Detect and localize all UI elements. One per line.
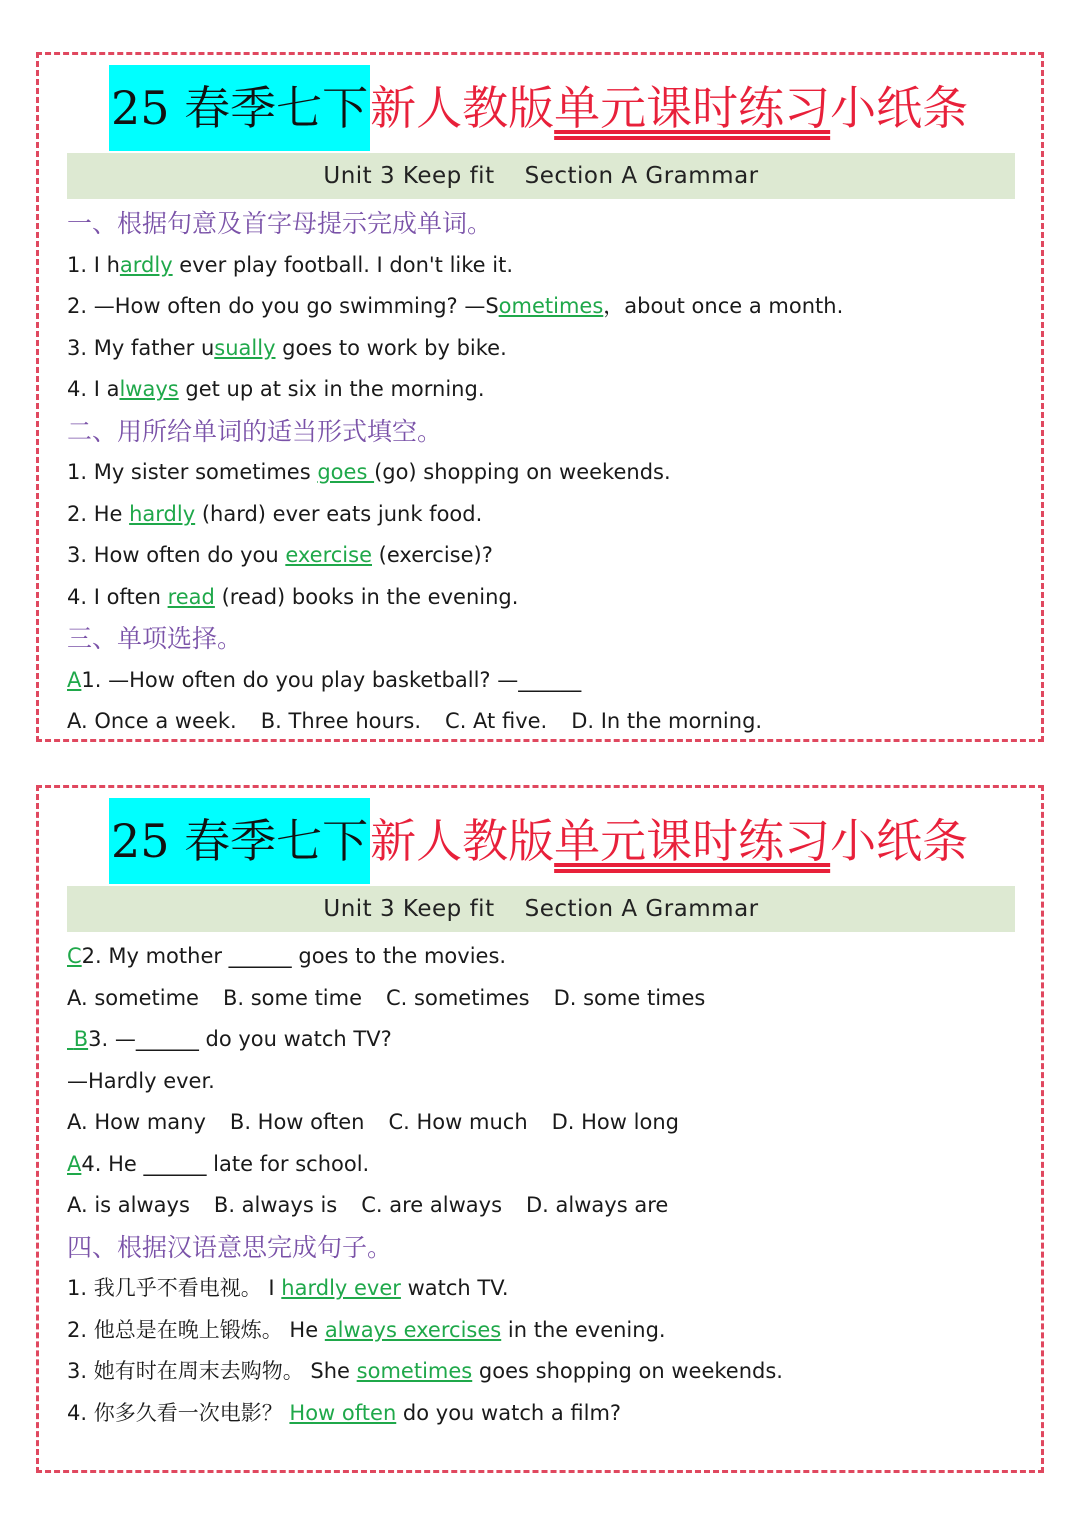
- item-text: 3. How often do you: [67, 543, 286, 567]
- question-1-options: [67, 701, 1021, 743]
- title-highlight: 25 春季七下: [109, 798, 370, 884]
- item-text: do you watch a film?: [396, 1400, 622, 1425]
- item-number: 4.: [67, 1400, 88, 1425]
- answer: hardly: [129, 501, 196, 526]
- question-2-options: [67, 978, 1021, 1020]
- worksheet-card-1: [36, 52, 1044, 742]
- item-number: 1.: [67, 1276, 88, 1300]
- part4-item: [67, 1393, 1021, 1435]
- item-text: 1. My sister sometimes: [67, 460, 318, 484]
- answer: hardly ever: [281, 1276, 401, 1300]
- card2-body: [67, 936, 1021, 1434]
- worksheet-card-2: [36, 785, 1044, 1473]
- part2-item: [67, 452, 1021, 494]
- part2-heading: 二、用所给单词的适当形式填空。: [67, 416, 443, 446]
- title-red-text: [370, 798, 968, 884]
- part4-item: [67, 1268, 1021, 1310]
- option-b: B. Three hours.: [260, 709, 422, 733]
- option-c: C. sometimes: [386, 985, 530, 1010]
- part2-item: [67, 494, 1021, 536]
- option-a: A. sometime: [67, 985, 199, 1010]
- option-d: D. some times: [553, 985, 706, 1010]
- chinese-prompt: 她有时在周末去购物。: [93, 1359, 304, 1383]
- item-text: 1. I h: [67, 252, 120, 277]
- question-2: [67, 936, 1021, 978]
- item-text: (read) books in the evening.: [214, 584, 519, 609]
- option-d: D. In the morning.: [571, 709, 763, 733]
- title-red-plain: 新人教版: [370, 814, 555, 868]
- unit-bar: [67, 153, 1015, 199]
- item-text: He: [289, 1317, 325, 1342]
- option-d: D. always are: [526, 1193, 669, 1217]
- answer: How often: [289, 1400, 397, 1425]
- worksheet-title: [109, 798, 968, 884]
- option-b: B. always is: [213, 1193, 338, 1217]
- item-text: goes to work by bike.: [275, 335, 507, 360]
- item-text: ever play football. I don't like it.: [172, 252, 514, 277]
- title-highlight: 25 春季七下: [109, 65, 370, 151]
- answer: ardly: [119, 252, 173, 277]
- answer: sually: [214, 335, 276, 360]
- part4-item: [67, 1351, 1021, 1393]
- question-4: [67, 1144, 1021, 1186]
- option-c: C. How much: [388, 1110, 528, 1134]
- title-red-underlined: 单元课时练习: [554, 814, 831, 868]
- card1-body: [67, 203, 1021, 743]
- question-text: 4. He ______ late for school.: [81, 1151, 370, 1176]
- question-3-options: [67, 1102, 1021, 1144]
- question-4-options: [67, 1185, 1021, 1227]
- answer: read: [167, 584, 215, 609]
- item-text: goes shopping on weekends.: [472, 1359, 783, 1383]
- answer: [67, 1027, 88, 1051]
- part1-item: [67, 369, 1021, 411]
- answer-letter: B: [73, 1027, 89, 1051]
- answer: A: [67, 667, 82, 692]
- unit-bar: [67, 886, 1015, 932]
- answer: goes: [317, 460, 375, 484]
- option-d: D. How long: [551, 1110, 679, 1134]
- part2-item: [67, 535, 1021, 577]
- item-number: 2.: [67, 1317, 88, 1342]
- item-text: I: [268, 1276, 282, 1300]
- chinese-prompt: 你多久看一次电影？: [93, 1400, 283, 1425]
- option-a: A. Once a week.: [67, 709, 237, 733]
- question-text: 2. My mother ______ goes to the movies.: [81, 944, 507, 968]
- unit-label: Unit 3 Keep fit: [323, 163, 495, 189]
- item-text: 2. —How often do you go swimming? —S: [67, 294, 499, 318]
- chinese-prompt: 我几乎不看电视。: [93, 1276, 262, 1300]
- option-b: B. some time: [222, 985, 363, 1010]
- part2-item: [67, 577, 1021, 619]
- part1-item: [67, 245, 1021, 287]
- item-text: in the evening.: [501, 1317, 666, 1342]
- option-a: A. is always: [67, 1193, 190, 1217]
- title-red-end: 小纸条: [830, 814, 969, 868]
- question-3: [67, 1019, 1021, 1061]
- item-text: (hard) ever eats junk food.: [195, 501, 483, 526]
- option-c: C. are always: [361, 1193, 503, 1217]
- part4-heading: 四、根据汉语意思完成句子。: [67, 1232, 393, 1262]
- unit-label: Unit 3 Keep fit: [323, 896, 495, 922]
- question-text: 1. —How often do you play basketball? —______: [81, 667, 582, 692]
- part4-item: [67, 1310, 1021, 1352]
- part1-item: [67, 328, 1021, 370]
- part3-heading: 三、单项选择。: [67, 624, 243, 653]
- section-label: Section A Grammar: [524, 896, 759, 922]
- answer: C: [67, 944, 82, 968]
- question-text: 3. —______ do you watch TV?: [88, 1027, 392, 1051]
- item-text: She: [310, 1359, 357, 1383]
- option-a: A. How many: [67, 1110, 206, 1134]
- item-text: watch TV.: [400, 1276, 509, 1300]
- title-red-plain: 新人教版: [370, 81, 555, 135]
- item-text: 2. He: [67, 501, 130, 526]
- item-text: (go) shopping on weekends.: [374, 460, 671, 484]
- item-text: (exercise)?: [372, 543, 493, 567]
- title-red-underlined: 单元课时练习: [554, 81, 831, 135]
- question-3-reply: —Hardly ever.: [67, 1068, 215, 1093]
- title-red-text: [370, 65, 968, 151]
- worksheet-title: [109, 65, 968, 151]
- question-1: [67, 660, 1021, 702]
- option-b: B. How often: [229, 1110, 365, 1134]
- item-text: get up at six in the morning.: [178, 377, 485, 401]
- item-text: ，about once a month.: [603, 294, 844, 318]
- title-red-end: 小纸条: [830, 81, 969, 135]
- answer: ometimes: [498, 294, 604, 318]
- chinese-prompt: 他总是在晚上锻炼。: [93, 1317, 283, 1342]
- item-number: 3.: [67, 1359, 88, 1383]
- answer: lways: [119, 377, 179, 401]
- answer: A: [67, 1151, 82, 1176]
- item-text: 4. I a: [67, 377, 120, 401]
- item-text: 3. My father u: [67, 335, 215, 360]
- answer: exercise: [285, 543, 372, 567]
- answer: sometimes: [356, 1359, 473, 1383]
- part1-item: [67, 286, 1021, 328]
- item-text: 4. I often: [67, 584, 168, 609]
- answer: always exercises: [324, 1317, 502, 1342]
- part1-heading: 一、根据句意及首字母提示完成单词。: [67, 209, 493, 238]
- option-c: C. At five.: [445, 709, 548, 733]
- section-label: Section A Grammar: [524, 163, 759, 189]
